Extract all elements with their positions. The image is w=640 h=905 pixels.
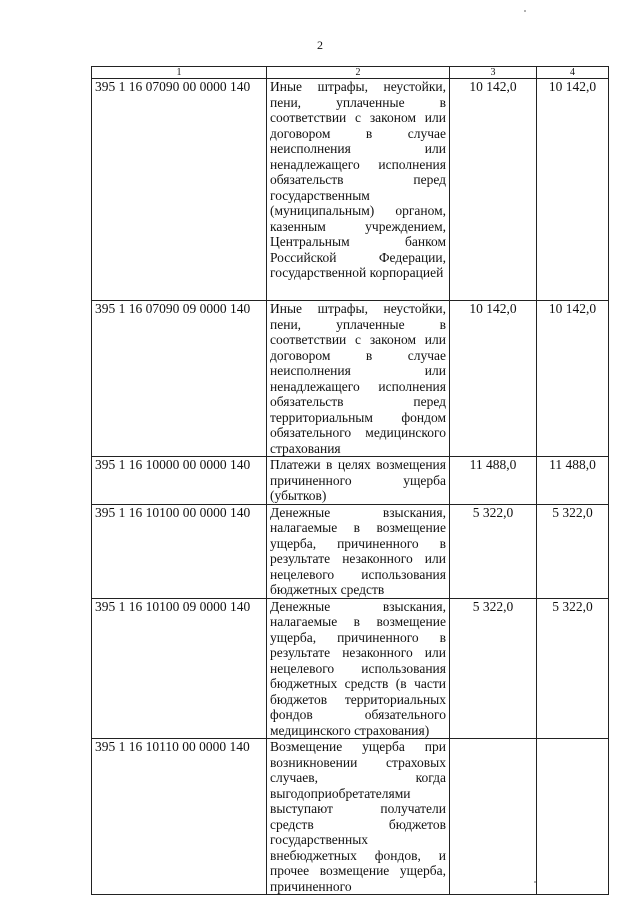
column-header-2: 2 bbox=[267, 67, 450, 79]
column-header-3: 3 bbox=[450, 67, 537, 79]
value-cell-col4: 10 142,0 bbox=[537, 79, 609, 301]
budget-code-cell: 395 1 16 10000 00 0000 140 bbox=[92, 457, 267, 505]
budget-code-cell: 395 1 16 10100 00 0000 140 bbox=[92, 504, 267, 598]
scan-speck bbox=[534, 881, 536, 883]
value-cell-col4: 10 142,0 bbox=[537, 301, 609, 457]
description-cell bbox=[267, 739, 450, 895]
table-row bbox=[92, 79, 609, 301]
column-number-row bbox=[92, 67, 609, 79]
table-row bbox=[92, 457, 609, 505]
value-cell-col3: 5 322,0 bbox=[450, 504, 537, 598]
description-cell bbox=[267, 598, 450, 739]
description-cell bbox=[267, 504, 450, 598]
budget-code-cell: 395 1 16 10100 09 0000 140 bbox=[92, 598, 267, 739]
value-cell-col3: 10 142,0 bbox=[450, 301, 537, 457]
value-cell-col3: 5 322,0 bbox=[450, 598, 537, 739]
description-text: Иные штрафы, неустойки, пени, уплаченные в соответствии с законом или договором в случае неисполнения или ненадлежащего исполнения обязательств перед территориальным фондом обязательного медицинского страхования bbox=[270, 301, 446, 456]
value-cell-col3: 10 142,0 bbox=[450, 79, 537, 301]
value-cell-col3: 11 488,0 bbox=[450, 457, 537, 505]
description-cell bbox=[267, 457, 450, 505]
budget-code-cell: 395 1 16 10110 00 0000 140 bbox=[92, 739, 267, 895]
value-cell-col4: 5 322,0 bbox=[537, 504, 609, 598]
budget-code-cell: 395 1 16 07090 09 0000 140 bbox=[92, 301, 267, 457]
table-row bbox=[92, 598, 609, 739]
value-cell-col3 bbox=[450, 739, 537, 895]
column-header-1: 1 bbox=[92, 67, 267, 79]
budget-code-cell: 395 1 16 07090 00 0000 140 bbox=[92, 79, 267, 301]
value-cell-col4 bbox=[537, 739, 609, 895]
description-text: Возмещение ущерба при возникновении страховых случаев, когда выгодоприобретателями выступают получатели средств бюджетов государственных внебюджетных фондов, и прочее возмещение ущерба, причиненного bbox=[270, 739, 446, 894]
table-row bbox=[92, 301, 609, 457]
scan-speck bbox=[524, 10, 526, 12]
description-text: Денежные взыскания, налагаемые в возмещение ущерба, причиненного в результате незаконного или нецелевого использования бюджетных средств (в части бюджетов территориальных фондов обязательного медицинского страхования) bbox=[270, 598, 446, 738]
description-text: Платежи в целях возмещения причиненного ущерба (убытков) bbox=[270, 457, 446, 503]
description-cell bbox=[267, 301, 450, 457]
description-cell bbox=[267, 79, 450, 301]
budget-revenue-table bbox=[91, 66, 609, 895]
table-row bbox=[92, 504, 609, 598]
description-text: Иные штрафы, неустойки, пени, уплаченные в соответствии с законом или договором в случае неисполнения или ненадлежащего исполнения обязательств перед государственным (муниципальным) органом, казенным учреждением, Центральным банком Российской Федерации, государственной корпорацией bbox=[270, 79, 446, 280]
value-cell-col4: 5 322,0 bbox=[537, 598, 609, 739]
table-row bbox=[92, 739, 609, 895]
column-header-4: 4 bbox=[537, 67, 609, 79]
page-number: 2 bbox=[317, 38, 323, 52]
value-cell-col4: 11 488,0 bbox=[537, 457, 609, 505]
description-text: Денежные взыскания, налагаемые в возмещение ущерба, причиненного в результате незаконного или нецелевого использования бюджетных средств bbox=[270, 504, 446, 597]
